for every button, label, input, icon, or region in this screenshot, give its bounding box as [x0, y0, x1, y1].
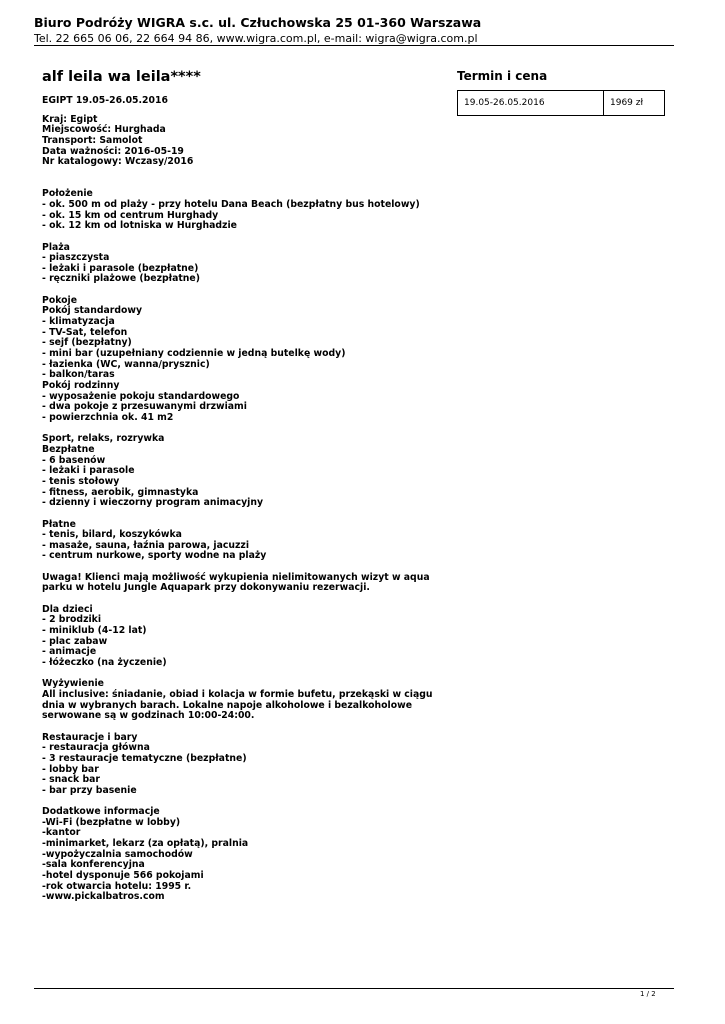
section-heading: Płatne	[42, 518, 76, 530]
aquapark-note: Uwaga! Klienci mają możliwość wykupienia nielimitowanych wizyt w aqua parku w hotelu Jungle Aquapark przy dokonywaniu rezerwacji.	[42, 571, 430, 594]
list-item: -kantor	[42, 827, 81, 839]
section-paid	[42, 520, 452, 563]
pricing-heading: Termin i cena	[457, 69, 548, 83]
list-item: - masaże, sauna, łaźnia parowa, jacuzzi	[42, 539, 250, 551]
list-item: - plac zabaw	[42, 635, 108, 647]
section-sport	[42, 434, 452, 509]
section-heading: Dla dzieci	[42, 603, 93, 615]
pricing-table	[457, 90, 665, 116]
detail-validity: Data ważności: 2016-05-19	[42, 145, 184, 157]
section-restaurants	[42, 733, 452, 797]
list-item: - ok. 500 m od plaży - przy hotelu Dana Beach (bezpłatny bus hotelowy)	[42, 198, 420, 210]
section-heading: Położenie	[42, 188, 93, 200]
detail-catalog-number: Nr katalogowy: Wczasy/2016	[42, 156, 194, 168]
list-item: -rok otwarcia hotelu: 1995 r.	[42, 880, 192, 892]
footer-divider	[34, 988, 674, 989]
list-item: - wyposażenie pokoju standardowego	[42, 390, 240, 402]
list-item: - bar przy basenie	[42, 784, 137, 796]
list-item: - TV-Sat, telefon	[42, 326, 128, 338]
list-item: - 2 brodziki	[42, 614, 102, 626]
list-item: - centrum nurkowe, sporty wodne na plaży	[42, 550, 267, 562]
list-item: -wypożyczalnia samochodów	[42, 848, 193, 860]
section-food	[42, 679, 452, 722]
list-item: - miniklub (4-12 lat)	[42, 625, 147, 637]
list-item: - łóżeczko (na życzenie)	[42, 657, 167, 669]
list-item: - lobby bar	[42, 763, 99, 775]
list-item: - piaszczysta	[42, 252, 110, 264]
section-heading: Pokoje	[42, 294, 78, 306]
list-item: Bezpłatne	[42, 443, 95, 455]
list-item: -sala konferencyjna	[42, 859, 145, 871]
list-item: - restauracja główna	[42, 742, 150, 754]
list-item: -hotel dysponuje 566 pokojami	[42, 870, 204, 882]
list-item: - tenis stołowy	[42, 475, 120, 487]
list-item: - sejf (bezpłatny)	[42, 337, 132, 349]
list-item: - 6 basenów	[42, 454, 106, 466]
list-item: - tenis, bilard, koszykówka	[42, 529, 182, 541]
list-item: Pokój standardowy	[42, 305, 143, 317]
detail-transport: Transport: Samolot	[42, 134, 143, 146]
list-item: - animacje	[42, 646, 97, 658]
section-extra-info	[42, 807, 452, 903]
company-name: Biuro Podróży WIGRA s.c. ul. Człuchowska 25 01-360 Warszawa	[34, 15, 482, 30]
document-header	[34, 15, 674, 46]
list-item: - powierzchnia ok. 41 m2	[42, 411, 174, 423]
section-heading: Plaża	[42, 241, 70, 253]
list-item: Pokój rodzinny	[42, 380, 120, 392]
list-item: - mini bar (uzupełniany codziennie w jedną butelkę wody)	[42, 348, 346, 360]
list-item: - klimatyzacja	[42, 316, 115, 328]
price-cell: 1969 zł	[604, 91, 665, 116]
list-item: - ok. 12 km od lotniska w Hurghadzie	[42, 220, 237, 232]
page-number: 1 / 2	[640, 990, 656, 998]
section-heading: Restauracje i bary	[42, 731, 138, 743]
list-item: - dwa pokoje z przesuwanymi drzwiami	[42, 401, 247, 413]
list-item: - łazienka (WC, wanna/prysznic)	[42, 358, 210, 370]
detail-country: Kraj: Egipt	[42, 113, 98, 125]
section-rooms	[42, 296, 452, 424]
offer-subtitle: EGIPT 19.05-26.05.2016	[42, 95, 168, 106]
term-cell: 19.05-26.05.2016	[458, 91, 604, 116]
section-location	[42, 189, 452, 232]
section-heading: Sport, relaks, rozrywka	[42, 433, 165, 445]
company-contact: Tel. 22 665 06 06, 22 664 94 86, www.wigra.com.pl, e-mail: wigra@wigra.com.pl	[34, 32, 478, 45]
list-item: - fitness, aerobik, gimnastyka	[42, 486, 199, 498]
offer-content	[42, 96, 452, 903]
food-description: All inclusive: śniadanie, obiad i kolacja w formie bufetu, przekąski w ciągu dnia w wybranych barach. Lokalne napoje alkoholowe i bezalkoholowe serwowane są w godzinach 10:00-24:00.	[42, 688, 433, 722]
section-heading: Dodatkowe informacje	[42, 806, 160, 818]
list-item: -minimarket, lekarz (za opłatą), pralnia	[42, 838, 249, 850]
list-item: -Wi-Fi (bezpłatne w lobby)	[42, 816, 181, 828]
list-item: - ręczniki plażowe (bezpłatne)	[42, 273, 200, 285]
list-item: -www.pickalbatros.com	[42, 891, 165, 903]
section-beach	[42, 243, 452, 286]
list-item: - balkon/taras	[42, 369, 115, 381]
offer-title: alf leila wa leila****	[42, 69, 201, 85]
header-divider	[34, 45, 674, 46]
list-item: - 3 restauracje tematyczne (bezpłatne)	[42, 752, 247, 764]
section-kids	[42, 605, 452, 669]
offer-details	[42, 115, 452, 168]
section-heading: Wyżywienie	[42, 678, 104, 690]
list-item: - ok. 15 km od centrum Hurghady	[42, 209, 219, 221]
list-item: - dzienny i wieczorny program animacyjny	[42, 497, 264, 509]
detail-city: Miejscowość: Hurghada	[42, 124, 166, 136]
table-row	[458, 91, 665, 116]
list-item: - snack bar	[42, 774, 100, 786]
list-item: - leżaki i parasole (bezpłatne)	[42, 262, 199, 274]
list-item: - leżaki i parasole	[42, 465, 135, 477]
